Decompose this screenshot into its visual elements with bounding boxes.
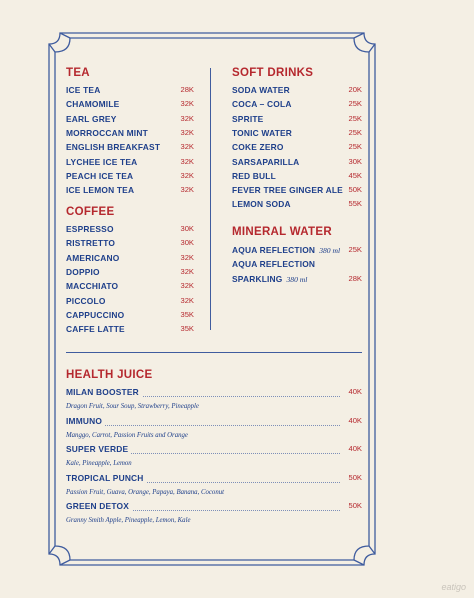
menu-item-price: 28K	[348, 273, 362, 283]
menu-item-price: 25K	[348, 245, 362, 254]
menu-item-size: 380 ml	[319, 246, 341, 255]
juice-item-price: 40K	[338, 444, 362, 453]
juice-item-name: SUPER VERDE	[66, 444, 131, 454]
menu-item-price: 32K	[180, 252, 194, 262]
juice-item-price: 40K	[338, 416, 362, 425]
menu-item-name: MACCHIATO	[66, 281, 119, 292]
menu-item-name: ESPRESSO	[66, 224, 114, 234]
juice-item-price: 50K	[338, 501, 362, 510]
menu-item-price: 50K	[348, 185, 362, 195]
menu-item-name: SARSAPARILLA	[232, 156, 300, 167]
juice-item-description: Kale, Pineapple, Lemon	[66, 460, 132, 468]
menu-item-price: 32K	[180, 281, 194, 291]
menu-item-price: 25K	[348, 113, 362, 123]
menu-item-price: 32K	[180, 295, 194, 305]
menu-item-price: 32K	[180, 142, 194, 152]
menu-item-price: 35K	[180, 309, 194, 319]
juice-item-description: Manggo, Carrot, Passion Fruits and Orange	[66, 431, 188, 439]
menu-item-name: CHAMOMILE	[66, 99, 120, 110]
menu-item-name: EARL GREY	[66, 113, 117, 124]
menu-item-price: 32K	[180, 113, 194, 123]
dotted-leader	[66, 425, 340, 426]
menu-item-name: PEACH ICE TEA	[66, 170, 134, 181]
menu-item-price: 30K	[348, 156, 362, 166]
juice-item-name: IMMUNO	[66, 416, 105, 426]
menu-item-name: RISTRETTO	[66, 238, 116, 249]
juice-item-description: Granny Smith Apple, Pineapple, Lemon, Kale	[66, 517, 191, 525]
menu-item-price: 32K	[180, 185, 194, 195]
menu-item-price: 25K	[348, 127, 362, 137]
menu-item-name: ICE TEA	[66, 85, 101, 95]
juice-item-description: Passion Fruit, Guava, Orange, Papaya, Banana, Coconut	[66, 488, 225, 496]
juice-item-description: Dragon Fruit, Sour Soup, Strawberry, Pineapple	[66, 403, 199, 410]
menu-item-name: AQUA REFLECTION	[232, 259, 316, 270]
menu-item-price: 35K	[180, 324, 194, 334]
menu-item-price: 25K	[348, 99, 362, 109]
tea-heading: TEA	[66, 67, 90, 79]
menu-item-name: RED BULL	[232, 170, 276, 181]
coffee-heading: COFFEE	[66, 206, 115, 218]
menu-item-name: AMERICANO	[66, 252, 120, 263]
menu-item-name: COKE ZERO	[232, 142, 284, 153]
mineral-water-heading: MINERAL WATER	[232, 226, 332, 238]
menu-item-name: TONIC WATER	[232, 127, 293, 138]
menu-item-price: 20K	[348, 85, 362, 94]
menu-item-name: CAFFE LATTE	[66, 324, 125, 335]
menu-item-price: 32K	[180, 99, 194, 109]
soft-drinks-heading: SOFT DRINKS	[232, 67, 314, 79]
menu-item-name: ENGLISH BREAKFAST	[66, 142, 161, 153]
menu-item-name: LEMON SODA	[232, 199, 291, 210]
menu-item-price: 30K	[180, 238, 194, 248]
menu-item-name: SODA WATER	[232, 85, 290, 95]
menu-item-price: 28K	[180, 85, 194, 94]
watermark-text: eatigo	[441, 582, 466, 592]
juice-item-name: TROPICAL PUNCH	[66, 473, 147, 483]
menu-item-name: ICE LEMON TEA	[66, 185, 135, 196]
menu-item-price: 55K	[348, 199, 362, 209]
menu-item-name: AQUA REFLECTION 380 ml	[232, 245, 341, 255]
menu-item-size: 380 ml	[286, 274, 308, 284]
menu-item-name: PICCOLO	[66, 295, 106, 306]
menu-item-price: 32K	[180, 127, 194, 137]
menu-item-name: LYCHEE ICE TEA	[66, 156, 138, 167]
juice-item-name: GREEN DETOX	[66, 501, 132, 511]
menu-item-price: 32K	[180, 266, 194, 276]
menu-item-price: 25K	[348, 142, 362, 152]
menu-item-price: 32K	[180, 156, 194, 166]
menu-item-price: 45K	[348, 170, 362, 180]
menu-item-price: 32K	[180, 170, 194, 180]
section-divider	[66, 352, 362, 353]
menu-item-name: SPARKLING 380 ml	[232, 273, 308, 284]
juice-item-price: 40K	[338, 387, 362, 396]
health-juice-heading: HEALTH JUICE	[66, 369, 153, 381]
menu-item-name: FEVER TREE GINGER ALE	[232, 185, 343, 196]
juice-item-price: 50K	[338, 473, 362, 482]
menu-item-price: 30K	[180, 224, 194, 233]
menu-item-name: SPRITE	[232, 113, 264, 124]
column-divider	[210, 68, 211, 330]
menu-item-name: CAPPUCCINO	[66, 309, 125, 320]
menu-item-name: DOPPIO	[66, 266, 100, 277]
menu-item-name: COCA – COLA	[232, 99, 292, 110]
menu-item-name: MORROCCAN MINT	[66, 127, 148, 138]
juice-item-name: MILAN BOOSTER	[66, 387, 142, 397]
